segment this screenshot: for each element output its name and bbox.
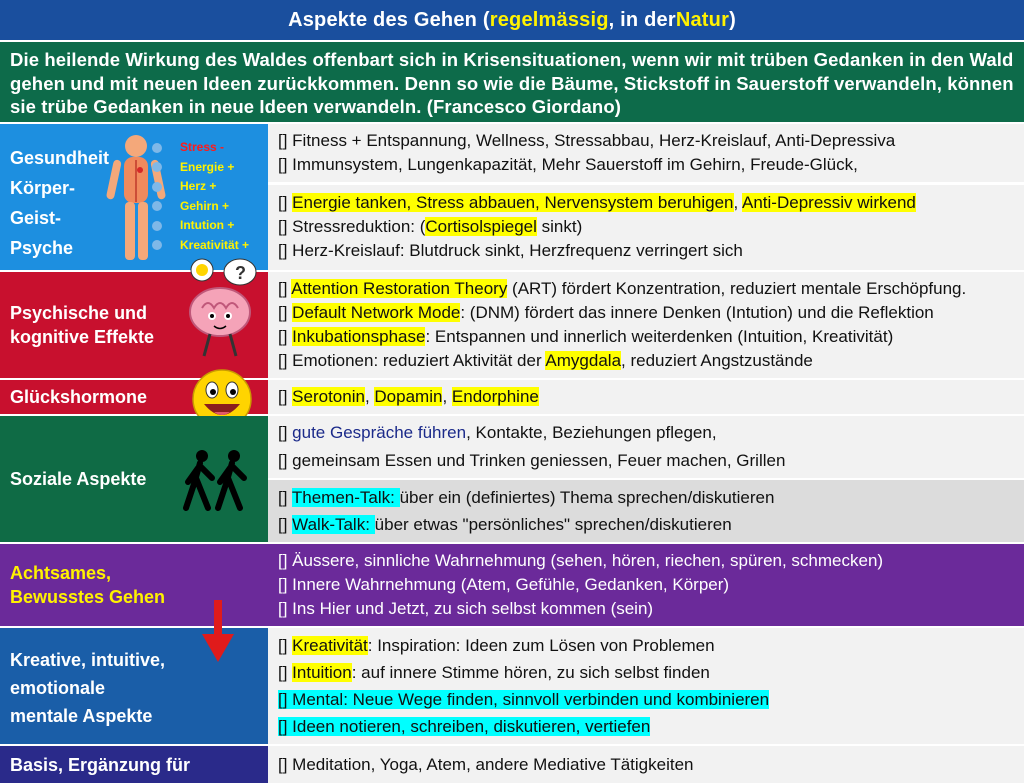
category-sozial-label: Soziale Aspekte bbox=[10, 469, 147, 489]
content-line: [] Ins Hier und Jetzt, zu sich selbst kommen (sein) bbox=[278, 599, 654, 618]
dot-icon bbox=[152, 201, 162, 211]
title-text-end: ) bbox=[729, 8, 736, 31]
content-line: [] gute Gespräche führen, Kontakte, Beziehungen pflegen, bbox=[278, 423, 717, 442]
achtsam-content bbox=[268, 544, 1024, 626]
content-line: [] Emotionen: reduziert Aktivität der Amygdala, reduziert Angstzustände bbox=[278, 351, 813, 370]
dot-icon bbox=[152, 143, 162, 153]
walking-people-icon bbox=[182, 448, 256, 512]
gesundheit-content-2 bbox=[268, 184, 1024, 270]
label-line: Gesundheit bbox=[10, 148, 110, 168]
title-highlight-nature: Natur bbox=[675, 8, 730, 31]
dot-icon bbox=[152, 162, 162, 172]
body-labels bbox=[152, 138, 249, 255]
highlight-cyan: [] Mental: Neue Wege finden, sinnvoll verbinden und kombinieren bbox=[278, 690, 770, 709]
title-text-mid: , in der bbox=[608, 8, 676, 31]
label-line: Körper- bbox=[10, 178, 76, 198]
content-line: [] Themen-Talk: über ein (definiertes) Thema sprechen/diskutieren bbox=[278, 488, 775, 507]
category-basis-label: Basis, Ergänzung für bbox=[10, 754, 191, 775]
highlight: Kreativität bbox=[292, 636, 368, 655]
intro-quote: Die heilende Wirkung des Waldes offenbart sich in Krisensituationen, wenn wir mit trüben Gedanken in den Wald gehen und mit neuen Ideen zurückkommen. Denn so wie die Bäume, Stickstoff in Sauerstoff verwandeln, können sie trübe Gedanken in neue Ideen verwandeln. (Francesco Giordano) bbox=[0, 42, 1024, 122]
sozial-content-1 bbox=[268, 416, 1024, 478]
highlight: Attention Restoration Theory bbox=[291, 279, 508, 298]
highlight: Dopamin bbox=[374, 387, 443, 406]
label-line: Geist- bbox=[10, 208, 62, 228]
content-line: [] gemeinsam Essen und Trinken geniessen, Feuer machen, Grillen bbox=[278, 451, 786, 470]
basis-content bbox=[268, 746, 1024, 783]
content-line: [] Kreativität: Inspiration: Ideen zum Lösen von Problemen bbox=[278, 636, 715, 655]
category-gesundheit bbox=[0, 124, 268, 270]
highlight-cyan: Walk-Talk: bbox=[292, 515, 375, 534]
dot-icon bbox=[152, 182, 162, 192]
page-title bbox=[0, 0, 1024, 40]
dot-icon bbox=[152, 221, 162, 231]
body-label-energie: Energie + bbox=[152, 158, 249, 178]
category-achtsam-label: Achtsames, Bewusstes Gehen bbox=[10, 563, 166, 607]
highlight: Anti-Depressiv wirkend bbox=[742, 193, 916, 212]
brain-icon bbox=[180, 258, 264, 362]
content-line: [] Innere Wahrnehmung (Atem, Gefühle, Gedanken, Körper) bbox=[278, 575, 730, 594]
svg-text:?: ? bbox=[235, 263, 246, 283]
kreativ-content bbox=[268, 628, 1024, 744]
highlight: Endorphine bbox=[451, 387, 539, 406]
body-label-kreativitat: Kreativität + bbox=[152, 236, 249, 256]
highlight: Energie tanken, Stress abbauen, Nervensystem beruhigen bbox=[292, 193, 734, 212]
category-basis bbox=[0, 746, 268, 783]
content-line: [] Äussere, sinnliche Wahrnehmung (sehen, hören, riechen, spüren, schmecken) bbox=[278, 551, 884, 570]
sozial-content-2 bbox=[268, 480, 1024, 542]
body-label-herz: Herz + bbox=[152, 177, 249, 197]
content-line: [] Energie tanken, Stress abbauen, Nervensystem beruhigen, Anti-Depressiv wirkend bbox=[278, 193, 916, 212]
highlight: Serotonin bbox=[292, 387, 365, 406]
content-line: [] Intuition: auf innere Stimme hören, zu sich selbst finden bbox=[278, 663, 710, 682]
divider bbox=[268, 182, 1024, 185]
highlight: Inkubationsphase bbox=[292, 327, 426, 346]
content-line: [] Inkubationsphase: Entspannen und innerlich weiterdenken (Intuition, Kreativität) bbox=[278, 327, 894, 346]
highlight: Amygdala bbox=[545, 351, 622, 370]
category-psychische bbox=[0, 263, 268, 378]
body-label-intution: Intution + bbox=[152, 216, 249, 236]
content-line: [] Herz-Kreislauf: Blutdruck sinkt, Herzfrequenz verringert sich bbox=[278, 241, 743, 260]
psychische-content bbox=[268, 272, 1024, 378]
content-line: [] Attention Restoration Theory (ART) fördert Konzentration, reduziert mentale Erschöpfung. bbox=[278, 279, 967, 298]
category-kreativ-label: Kreative, intuitive, emotionale mentale Aspekte bbox=[10, 650, 166, 726]
label-line: Psyche bbox=[10, 238, 74, 258]
highlight-cyan: Themen-Talk: bbox=[291, 488, 400, 507]
highlight: Intuition bbox=[292, 663, 352, 682]
content-line: [] Stressreduktion: (Cortisolspiegel sinkt) bbox=[278, 217, 583, 236]
dot-icon bbox=[152, 240, 162, 250]
highlight-blue: gute Gespräche führen bbox=[292, 423, 467, 442]
category-gluck-label: Glückshormone bbox=[10, 387, 148, 407]
down-arrow-icon bbox=[200, 600, 236, 664]
title-text: Aspekte des Gehen ( bbox=[288, 8, 490, 31]
content-line: [] Default Network Mode: (DNM) fördert das innere Denken (Intution) und die Reflektion bbox=[278, 303, 934, 322]
gesundheit-content-1 bbox=[268, 124, 1024, 182]
category-sozial bbox=[0, 416, 268, 542]
category-gesundheit-label bbox=[10, 146, 109, 260]
content-line bbox=[278, 713, 1024, 740]
body-label-gehirn: Gehirn + bbox=[152, 197, 249, 217]
content-line: [] Fitness + Entspannung, Wellness, Stressabbau, Herz-Kreislauf, Anti-Depressiva bbox=[278, 131, 896, 150]
content-line: [] Meditation, Yoga, Atem, andere Mediative Tätigkeiten bbox=[278, 754, 694, 774]
gluck-content bbox=[268, 380, 1024, 414]
content-line: [] Serotonin, Dopamin, Endorphine bbox=[278, 387, 539, 406]
content-line: [] Walk-Talk: über etwas "persönliches" sprechen/diskutieren bbox=[278, 515, 732, 534]
category-gluck bbox=[0, 380, 268, 414]
category-psychische-label: Psychische und kognitive Effekte bbox=[10, 303, 155, 347]
highlight-cyan: [] Ideen notieren, schreiben, diskutieren, vertiefen bbox=[278, 717, 651, 736]
content-line: [] Immunsystem, Lungenkapazität, Mehr Sauerstoff im Gehirn, Freude-Glück, bbox=[278, 155, 858, 174]
body-label-stress: Stress - bbox=[152, 138, 249, 158]
title-highlight-regular: regelmässig bbox=[489, 8, 609, 31]
highlight: Default Network Mode bbox=[292, 303, 461, 322]
highlight: Cortisolspiegel bbox=[425, 217, 537, 236]
content-line bbox=[278, 686, 1024, 713]
